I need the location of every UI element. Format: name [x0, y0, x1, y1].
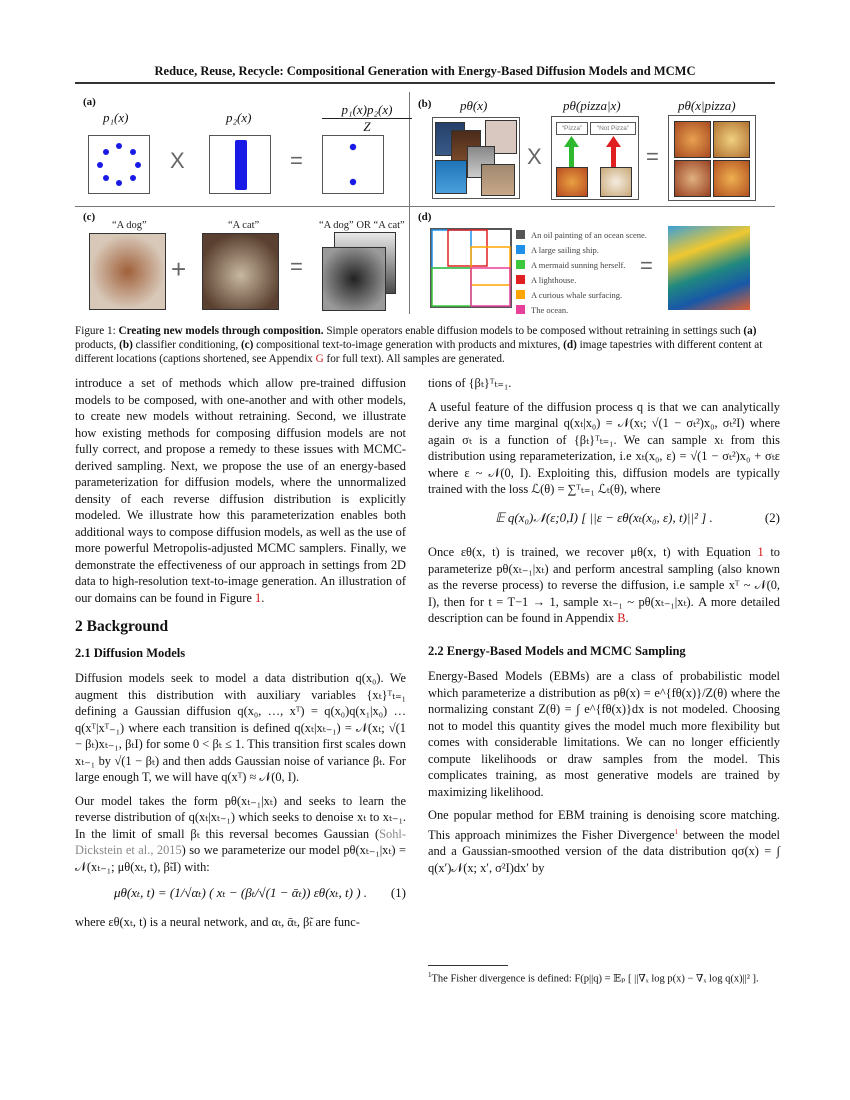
paragraph-text: ) so we parameterize our model pθ(xₜ₋₁|xₜ) = 𝒩(xₜ₋₁; μθ(xₜ, t), β̃ₜI) with: [75, 843, 406, 874]
intro-text: introduce a set of methods which allow pre-trained diffusion models to be composed, with one-another and with other models, to create new models without retraining. Second, we illustrate how existing methods for composing diffusion models are not fully correct, and propose a remedy to these issues with MCMC-derived sampling. Next, we propose the use of an energy-based parameterization for diffusion models, where the unnormalized density of each reverse diffusion distribution is explicitly modeled. We illustrate how this parameterization enables both additional ways to compose diffusion models, as well as the use of more powerful Metropolis-adjusted MCMC samplers. Finally, we demonstrate the effectiveness of our approach in settings from 2D data to high-resolution text-to-image generation. An illustration of our domains can be found in Figure [75, 376, 406, 605]
panel-a-equals: = [290, 148, 303, 173]
footnote-1 [428, 968, 780, 987]
pizza-image [556, 167, 588, 197]
panel-d-legend [516, 227, 647, 317]
equation-1 [75, 885, 406, 902]
paragraph-text: Once εθ(x, t) is trained, we recover μθ(x, t) with Equation [428, 545, 758, 559]
figure-horizontal-divider [75, 206, 775, 207]
legend-text: The ocean. [531, 304, 569, 315]
panel-c-plus: + [171, 254, 187, 284]
legend-item [516, 257, 647, 272]
citation-sohl-dickstein[interactable]: Sohl-Dickstein et al., 2015 [75, 826, 406, 857]
panel-d-region-layout [430, 228, 514, 310]
legend-text: An oil painting of an ocean scene. [531, 229, 647, 240]
vertical-bar-distribution [210, 136, 270, 193]
paragraph-text: between the model and a Gaussian-smoothed version of the data distribution qσ(x) = ∫ q(x′)𝒩(x; x′, σ²I)dx′ by [428, 827, 780, 875]
legend-swatch [516, 245, 525, 254]
mixture-sample-front [322, 247, 386, 311]
legend-swatch [516, 290, 525, 299]
right-column [428, 375, 780, 883]
panel-b-title-classifier: pθ(pizza|x) [563, 98, 621, 113]
legend-item [516, 242, 647, 257]
panel-b-title-prior: pθ(x) [460, 98, 488, 113]
section-heading-background: 2 Background [75, 618, 169, 635]
legend-item [516, 227, 647, 242]
intro-paragraph [75, 375, 406, 606]
equation-2 [428, 510, 780, 527]
panel-a-title-z: Z [363, 119, 371, 134]
legend-swatch [516, 260, 525, 269]
caption-text: for full text). All samples are generated. [323, 353, 505, 365]
green-arrow-icon [564, 136, 579, 171]
panel-a-title-p2: p₂(x) [226, 110, 252, 125]
tag-pizza: “Pizza” [556, 122, 588, 135]
paragraph-text: to parameterize pθ(xₜ₋₁|xₜ) and perform ancestral sampling (also known as the reverse process) to reverse the diffusion, i.e sample xᵀ ~ 𝒩(0, I), then for t = T−1 → 1, sample xₜ₋₁ ~ pθ(xₜ₋₁|xₜ). A more detailed description can be found in Appendix [428, 545, 780, 625]
region-sailing-ship [432, 230, 471, 268]
equation-2-body: 𝔼 q(x₀)𝒩(ε;0,I) [ ||ε − εθ(xₜ(x₀, ε), t)||² ] . [495, 509, 713, 525]
title-rule [75, 82, 775, 84]
panel-a-times: X [170, 148, 185, 173]
paragraph-text: . [625, 611, 629, 625]
panel-a-product-plot [322, 135, 384, 194]
caption-label-c: (c) [240, 339, 254, 351]
product-distribution [323, 136, 383, 193]
equation-1-number: (1) [390, 885, 406, 900]
legend-swatch [516, 230, 525, 239]
sample-image [481, 164, 515, 196]
pizza-sample [674, 121, 711, 158]
panel-b-label: (b) [418, 98, 432, 110]
panel-a-title-p1: p₁(x) [103, 110, 129, 125]
equation-1-body: μθ(xₜ, t) = (1/√αₜ) ( xₜ − (βₜ/√(1 − ᾱₜ)) εθ(xₜ, t) ) . [113, 885, 368, 900]
caption-prefix: Figure 1: [75, 325, 119, 337]
panel-b-posterior-images [668, 115, 756, 201]
paragraph-text: Our model takes the form pθ(xₜ₋₁|xₜ) and seeks to learn the reverse distribution of q(xₜ|xₜ₋₁) which seeks to denoise xₜ to xₜ₋₁. In the limit of small βₜ this reversal becomes Gaussian ( [75, 793, 406, 841]
legend-swatch [516, 305, 525, 314]
panel-b-title-posterior: pθ(x|pizza) [678, 98, 736, 113]
paragraph-text: One popular method for EBM training is denoising score matching. This approach minimizes the Fisher Divergence [428, 808, 780, 842]
figure-caption [75, 324, 775, 366]
tapestry-generated-image [668, 226, 750, 310]
pizza-sample [713, 160, 750, 197]
pizza-sample [674, 160, 711, 197]
region-mermaid [432, 268, 471, 306]
appendix-b-link[interactable]: B [617, 611, 626, 625]
sample-image [435, 160, 467, 194]
caption-text: compositional text-to-image generation with products and mixtures, [253, 339, 564, 351]
caption-label-b: (b) [119, 339, 133, 351]
ring-of-gaussians [89, 136, 149, 193]
footnote-rule [428, 965, 508, 966]
legend-text: A large sailing ship. [531, 244, 599, 255]
running-title: Reduce, Reuse, Recycle: Compositional Generation with Energy-Based Diffusion Models and MCMC [154, 64, 696, 78]
right-paragraph-0: tions of {βₜ}ᵀₜ₌₁. [428, 376, 512, 390]
panel-d-equals: = [640, 253, 653, 278]
panel-c-caption-cat: “A cat” [228, 220, 260, 231]
panel-b-times: X [527, 144, 542, 169]
panel-d-label: (d) [418, 211, 432, 223]
panel-b-equals: = [646, 144, 659, 169]
ebm-paragraph: Energy-Based Models (EBMs) are a class of probabilistic model which parameterize a distribution as pθ(x) = e^{fθ(x)}/Z(θ) where the normalizing constant Z(θ) = ∫ e^{fθ(x)}dx is not modeled. Choosing not to model this quantity gives the model much more flexibility but comes with considerable limitations. We can no longer efficiently compute likelihoods or draw samples from the model. This complicates training, as most generative models are trained by maximizing likelihood. [428, 669, 780, 799]
footnote-1-link[interactable]: 1 [674, 827, 678, 836]
legend-item [516, 287, 647, 302]
region-ocean [471, 268, 510, 306]
caption-label-d: (d) [563, 339, 577, 351]
panel-a-title-product: p₁(x)p₂(x) [322, 102, 412, 119]
panel-b-prior-images [432, 117, 520, 199]
caption-label-a: (a) [743, 325, 757, 337]
intro-end: . [261, 590, 265, 605]
panel-a-bar-plot [209, 135, 271, 194]
panel-c-equals: = [290, 254, 303, 279]
subsection-heading-diffusion-models: 2.1 Diffusion Models [75, 645, 186, 660]
panel-b-classifier-box [551, 116, 639, 200]
caption-title: Creating new models through composition. [118, 325, 324, 337]
diffusion-paragraph-1: Diffusion models seek to model a data distribution q(x₀). We augment this distribution with auxiliary variables {xₜ}ᵀₜ₌₁ defining a Gaussian diffusion q(x₀, …, xᵀ) = q(x₀)q(x₁|x₀) … q(xᵀ|xᵀ₋₁) where each transition is defined q(xₜ|xₜ₋₁) = 𝒩(xₜ; √(1 − βₜ)xₜ₋₁, βₜI) for some 0 < βₜ ≤ 1. This transition first scales down xₜ₋₁ by √(1 − βₜ) and then adds Gaussian noise of variance βₜ. For large enough T, we will have q(xᵀ) ≈ 𝒩(0, I). [75, 671, 406, 784]
tag-not-pizza: “Not Pizza” [590, 122, 636, 135]
legend-item [516, 272, 647, 287]
footnote-text: The Fisher divergence is defined: F(p||q) = 𝔼ₚ [ ||∇ₓ log p(x) − ∇ₓ log q(x)||² ]. [431, 973, 759, 985]
legend-swatch [516, 275, 525, 284]
appendix-g-link[interactable]: G [315, 353, 324, 365]
equation-2-number: (2) [764, 509, 780, 525]
caption-text: image tapestries with different content at different locations (captions shortened, see Appendix [75, 339, 763, 365]
caption-text: products, [75, 339, 120, 351]
left-column [75, 375, 406, 937]
pizza-sample [713, 121, 750, 158]
legend-text: A lighthouse. [531, 274, 577, 285]
panel-a-ring-plot [88, 135, 150, 194]
panel-c-label: (c) [83, 211, 96, 223]
caption-text: classifier conditioning, [132, 339, 241, 351]
equation-1-link[interactable]: 1 [757, 545, 764, 559]
legend-text: A curious whale surfacing. [531, 289, 623, 300]
footnote-mark: 1 [428, 971, 432, 979]
ancestral-sampling-paragraph [428, 544, 780, 627]
subsection-heading-ebm: 2.2 Energy-Based Models and MCMC Sampling [428, 643, 686, 658]
panel-a-label: (a) [83, 96, 96, 108]
legend-item [516, 302, 647, 317]
dog-sample-image [89, 233, 166, 310]
legend-text: A mermaid sunning herself. [531, 259, 626, 270]
caption-text: Simple operators enable diffusion models to be composed without retraining in settings such [323, 325, 744, 337]
panel-c-caption-or: “A dog” OR “A cat” [319, 220, 405, 231]
diffusion-paragraph-2 [75, 793, 406, 876]
cat-sample-image [202, 233, 279, 310]
diffusion-paragraph-3: where εθ(xₜ, t) is a neural network, and αₜ, ᾱₜ, β̃ₜ are func- [75, 914, 360, 929]
panel-c-caption-dog: “A dog” [112, 220, 147, 231]
time-marginal-paragraph: A useful feature of the diffusion process q is that we can analytically derive any time marginal q(xₜ|x₀) = 𝒩(xₜ; √(1 − σₜ²)x₀, σₜ²I) where again σₜ is a function of {βₜ}ᵀₜ₌₁. We can sample xₜ from this distribution using reparameterization, i.e xₜ(x₀, ε) = √(1 − σₜ²)x₀ + σₜε where ε ~ 𝒩(0, I). Exploiting this, diffusion models are typically trained with the loss ℒ(θ) = ∑ᵀₜ₌₁ ℒₜ(θ), where [428, 399, 780, 496]
red-arrow-icon [606, 136, 621, 171]
region-lighthouse [448, 230, 487, 266]
dog-image [600, 167, 632, 197]
score-matching-paragraph [428, 807, 780, 876]
figure-1-link[interactable]: 1 [254, 590, 262, 605]
